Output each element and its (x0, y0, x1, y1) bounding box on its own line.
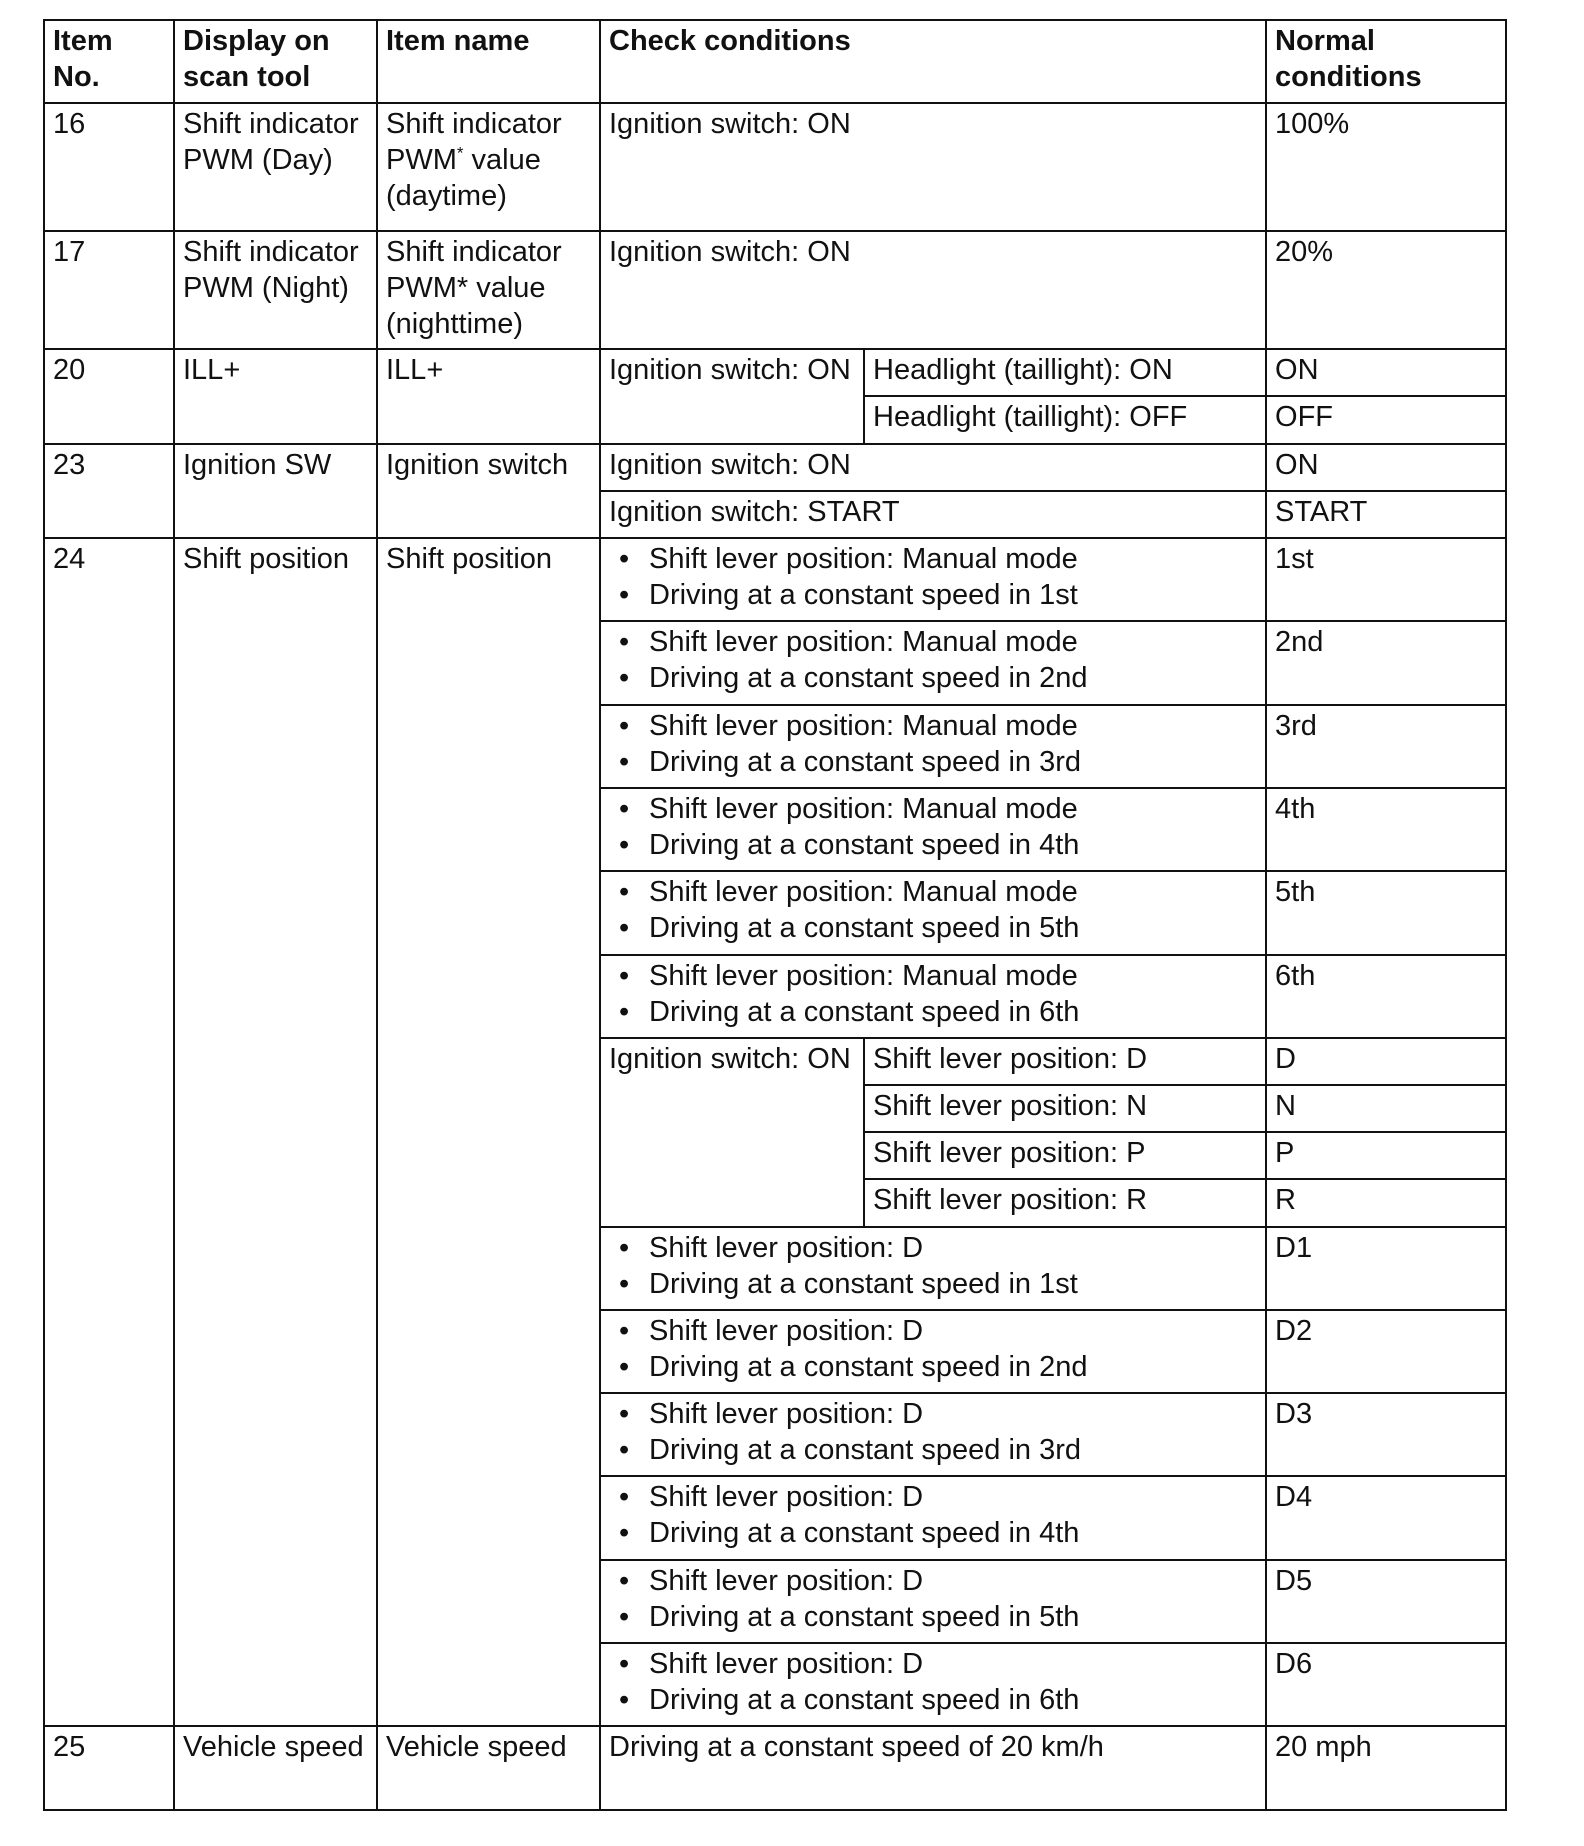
bullet-item: • Shift lever position: D (609, 1646, 1257, 1682)
normal-condition: D (1266, 1038, 1506, 1085)
item-name-text: Shift indicator PWM (386, 108, 562, 177)
sub-condition: Headlight (taillight): ON (864, 349, 1266, 396)
display-on-scan-tool: Ignition SW (174, 444, 377, 538)
check-condition: Ignition switch: START (600, 491, 1266, 538)
header-display: Display on scan tool (174, 20, 377, 103)
item-name (377, 103, 600, 230)
bullet-item: • Driving at a constant speed in 6th (609, 994, 1257, 1030)
sub-condition: Shift lever position: D (864, 1038, 1266, 1085)
bullet-item: • Driving at a constant speed in 1st (609, 577, 1257, 613)
bullet-item: • Driving at a constant speed in 5th (609, 910, 1257, 946)
bullet-item: • Shift lever position: D (609, 1479, 1257, 1515)
table-row (44, 231, 1506, 349)
normal-condition: D6 (1266, 1643, 1506, 1726)
data-list-table (43, 19, 1507, 1811)
normal-condition: N (1266, 1085, 1506, 1132)
bullet-item: • Shift lever position: Manual mode (609, 708, 1257, 744)
check-condition (600, 1393, 1266, 1476)
check-condition (600, 1560, 1266, 1643)
bullet-item: • Driving at a constant speed in 3rd (609, 1432, 1257, 1468)
normal-condition: D2 (1266, 1310, 1506, 1393)
normal-condition: 5th (1266, 871, 1506, 954)
bullet-item: • Driving at a constant speed in 4th (609, 1515, 1257, 1551)
display-on-scan-tool: Shift indicator PWM (Night) (174, 231, 377, 349)
sub-condition: Shift lever position: P (864, 1132, 1266, 1179)
normal-condition: 6th (1266, 955, 1506, 1038)
bullet-item: • Shift lever position: Manual mode (609, 624, 1257, 660)
check-condition: Ignition switch: ON (600, 444, 1266, 491)
normal-condition: 4th (1266, 788, 1506, 871)
normal-condition: 1st (1266, 538, 1506, 621)
normal-condition: 3rd (1266, 705, 1506, 788)
bullet-item: • Driving at a constant speed in 4th (609, 827, 1257, 863)
bullet-item: • Driving at a constant speed in 3rd (609, 744, 1257, 780)
bullet-item: • Driving at a constant speed in 2nd (609, 660, 1257, 696)
check-condition: Ignition switch: ON (600, 1038, 864, 1227)
check-condition: Ignition switch: ON (600, 231, 1266, 349)
normal-condition: P (1266, 1132, 1506, 1179)
item-name: Shift position (377, 538, 600, 1726)
normal-condition: ON (1266, 349, 1506, 396)
item-name: Vehicle speed (377, 1726, 600, 1810)
item-no: 25 (44, 1726, 174, 1810)
bullet-item: • Shift lever position: Manual mode (609, 791, 1257, 827)
check-condition (600, 1227, 1266, 1310)
bullet-item: • Shift lever position: D (609, 1313, 1257, 1349)
check-condition: Driving at a constant speed of 20 km/h (600, 1726, 1266, 1810)
item-no: 20 (44, 349, 174, 443)
display-on-scan-tool: Shift indicator PWM (Day) (174, 103, 377, 230)
check-condition: Ignition switch: ON (600, 349, 864, 443)
check-condition (600, 955, 1266, 1038)
check-condition (600, 1476, 1266, 1559)
bullet-item: • Shift lever position: Manual mode (609, 541, 1257, 577)
normal-condition: D4 (1266, 1476, 1506, 1559)
table-row (44, 444, 1506, 491)
display-on-scan-tool: ILL+ (174, 349, 377, 443)
bullet-item: • Shift lever position: Manual mode (609, 958, 1257, 994)
sub-condition: Shift lever position: R (864, 1179, 1266, 1226)
normal-condition: 100% (1266, 103, 1506, 230)
normal-condition: 20% (1266, 231, 1506, 349)
check-condition (600, 621, 1266, 704)
check-condition (600, 1310, 1266, 1393)
bullet-item: • Driving at a constant speed in 1st (609, 1266, 1257, 1302)
check-condition (600, 705, 1266, 788)
normal-condition: START (1266, 491, 1506, 538)
bullet-item: • Driving at a constant speed in 5th (609, 1599, 1257, 1635)
check-condition: Ignition switch: ON (600, 103, 1266, 230)
header-item-no: Item No. (44, 20, 174, 103)
item-no: 16 (44, 103, 174, 230)
normal-condition: D5 (1266, 1560, 1506, 1643)
item-no: 24 (44, 538, 174, 1726)
header-check-conditions: Check conditions (600, 20, 1266, 103)
check-condition (600, 788, 1266, 871)
item-name: Shift indicator PWM* value (nighttime) (377, 231, 600, 349)
sub-condition: Shift lever position: N (864, 1085, 1266, 1132)
normal-condition: 2nd (1266, 621, 1506, 704)
normal-condition: D1 (1266, 1227, 1506, 1310)
bullet-item: • Shift lever position: D (609, 1563, 1257, 1599)
bullet-item: • Driving at a constant speed in 6th (609, 1682, 1257, 1718)
normal-condition: ON (1266, 444, 1506, 491)
table-row (44, 1726, 1506, 1810)
item-no: 23 (44, 444, 174, 538)
footnote-marker: * (456, 143, 464, 163)
header-normal-conditions: Normal conditions (1266, 20, 1506, 103)
header-row (44, 20, 1506, 103)
check-condition (600, 1643, 1266, 1726)
sub-condition: Headlight (taillight): OFF (864, 396, 1266, 443)
bullet-item: • Shift lever position: D (609, 1396, 1257, 1432)
item-no: 17 (44, 231, 174, 349)
table-row (44, 349, 1506, 396)
header-item-name: Item name (377, 20, 600, 103)
normal-condition: D3 (1266, 1393, 1506, 1476)
item-name: ILL+ (377, 349, 600, 443)
check-condition (600, 871, 1266, 954)
normal-condition: 20 mph (1266, 1726, 1506, 1810)
item-name: Ignition switch (377, 444, 600, 538)
display-on-scan-tool: Vehicle speed (174, 1726, 377, 1810)
table-row (44, 538, 1506, 621)
bullet-item: • Shift lever position: D (609, 1230, 1257, 1266)
bullet-item: • Shift lever position: Manual mode (609, 874, 1257, 910)
item-name-text: value (daytime) (386, 144, 541, 213)
bullet-item: • Driving at a constant speed in 2nd (609, 1349, 1257, 1385)
display-on-scan-tool: Shift position (174, 538, 377, 1726)
table-row (44, 103, 1506, 230)
check-condition (600, 538, 1266, 621)
normal-condition: OFF (1266, 396, 1506, 443)
normal-condition: R (1266, 1179, 1506, 1226)
